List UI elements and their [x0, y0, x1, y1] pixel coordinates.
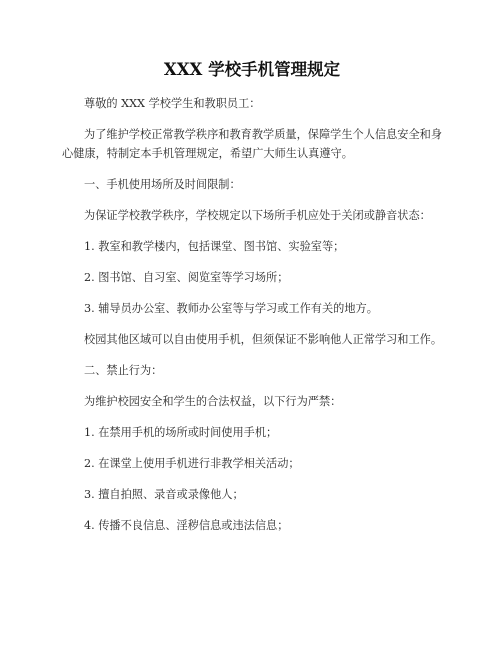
paragraph-greeting: 尊敬的 XXX 学校学生和教职员工： — [84, 97, 261, 110]
list-item: 2. 图书馆、自习室、阅览室等学习场所； — [84, 271, 289, 284]
list-item: 4. 传播不良信息、淫秽信息或违法信息； — [84, 519, 289, 532]
list-item: 2. 在课堂上使用手机进行非教学相关活动； — [84, 457, 300, 470]
section-heading-usage: 一、手机使用场所及时间限制： — [84, 178, 241, 191]
list-item: 3. 擅自拍照、录音或录像他人； — [84, 488, 244, 501]
list-item: 1. 教室和教学楼内，包括课堂、图书馆、实验室等； — [84, 240, 345, 253]
section-heading-prohibited: 二、禁止行为： — [84, 364, 163, 377]
document-title: XXX 学校手机管理规定 — [163, 60, 341, 79]
paragraph-other-areas: 校园其他区域可以自由使用手机，但须保证不影响他人正常学习和工作。 — [84, 333, 443, 346]
list-item: 1. 在禁用手机的场所或时间使用手机； — [84, 426, 278, 439]
paragraph-prohibited-intro: 为维护校园安全和学生的合法权益，以下行为严禁： — [84, 395, 342, 408]
document-page — [62, 58, 442, 547]
paragraph-intro: 为了维护学校正常教学秩序和教育教学质量，保障学生个人信息安全和身心健康，特制定本手机管理规定，希望广大师生认真遵守。 — [62, 128, 443, 160]
paragraph-usage-intro: 为保证学校教学秩序，学校规定以下场所手机应处于关闭或静音状态： — [84, 209, 431, 222]
list-item: 3. 辅导员办公室、教师办公室等与学习或工作有关的地方。 — [84, 302, 378, 315]
